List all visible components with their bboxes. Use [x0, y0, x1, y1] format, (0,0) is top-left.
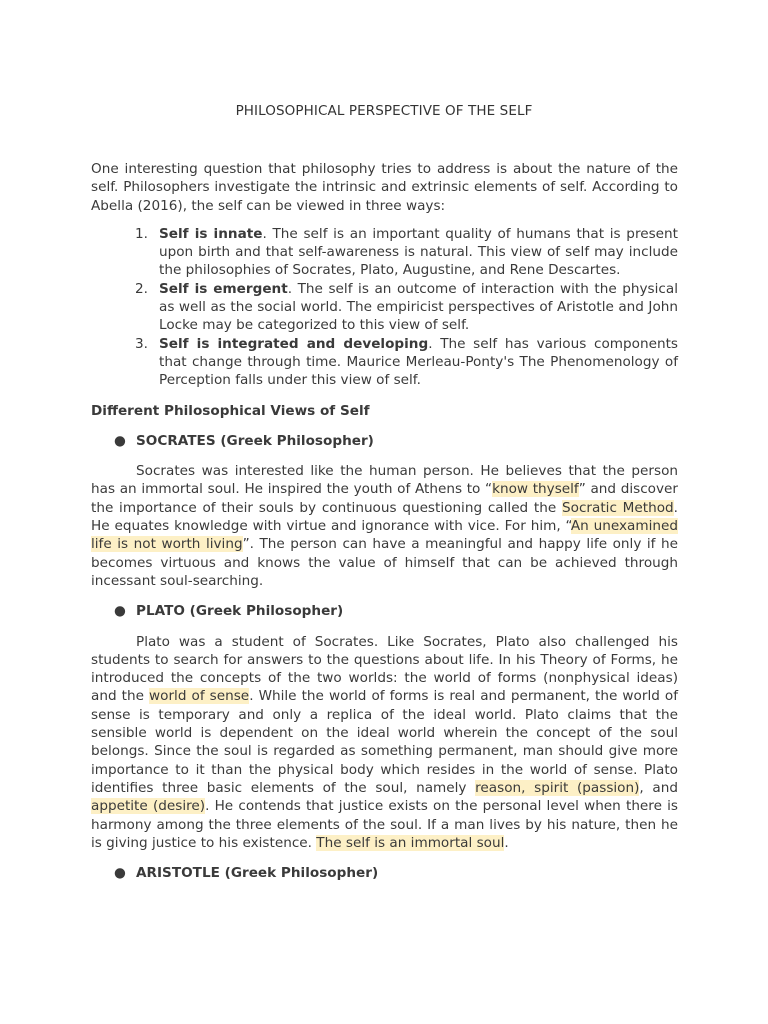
highlighted-text: know thyself [492, 481, 579, 498]
list-item [91, 335, 678, 390]
text-run: Socrates was interested like the human person. He believes that the person has an immortal soul. He inspired the youth of Athens to “ [91, 463, 678, 498]
text-run: . While the world of forms is real and permanent, the world of sense is temporary and only a replica of the ideal world. Plato claims that the sensible world is dependent on the ideal world wherein the concept of the soul belongs. Since the soul is regarded as something permanent, man should give more importance to it than the physical body which resides in the world of sense. Plato identifies three basic elements of the soul, namely [91, 688, 679, 796]
list-item [91, 280, 678, 335]
plato-heading-text: PLATO (Greek Philosopher) [136, 603, 344, 620]
bullet-icon: ● [114, 865, 126, 882]
highlighted-text: The self is an immortal soul [316, 834, 505, 851]
text-run: . [504, 834, 509, 851]
plato-heading [91, 602, 678, 620]
list-number: 3. [135, 335, 148, 352]
list-number: 2. [135, 280, 148, 297]
text-run: ” and discover the importance of their souls by continuous questioning called the [91, 481, 678, 516]
views-list [91, 225, 678, 390]
plato-paragraph [91, 633, 678, 853]
highlighted-text: appetite (desire) [91, 798, 206, 815]
text-run: , and [639, 779, 678, 796]
view-text: . The self is an important quality of humans that is present upon birth and that self-awareness is natural. This view of self may include the philosophies of Socrates, Plato, Augustine, and Rene Descartes. [159, 225, 678, 279]
highlighted-text: reason, spirit (passion) [475, 779, 640, 796]
text-run: . He contends that justice exists on the personal level when there is harmony among the three elements of the soul. If a man lives by his nature, then he is giving justice to his existence. [91, 798, 679, 851]
view-term: Self is innate [159, 225, 263, 242]
socrates-paragraph [91, 462, 678, 590]
highlighted-text: An unexamined life is not worth living [91, 518, 678, 553]
page-title: PHILOSOPHICAL PERSPECTIVE OF THE SELF [235, 103, 533, 119]
socrates-heading-text: SOCRATES (Greek Philosopher) [136, 432, 374, 449]
list-number: 1. [135, 225, 148, 242]
aristotle-heading-text: ARISTOTLE (Greek Philosopher) [136, 865, 379, 882]
list-item [91, 225, 678, 280]
text-run: ”. The person can have a meaningful and happy life only if he becomes virtuous and knows the value of himself that can be achieved through incessant soul-searching. [91, 536, 678, 589]
view-term: Self is emergent [159, 280, 288, 297]
view-term: Self is integrated and developing [159, 335, 429, 352]
view-text: . The self has various components that change through time. Maurice Merleau-Ponty's The Phenomenology of Perception falls under this view of self. [159, 335, 678, 389]
section-heading: Different Philosophical Views of Self [91, 402, 370, 419]
view-text: . The self is an outcome of interaction with the physical as well as the social world. The empiricist perspectives of Aristotle and John Locke may be categorized to this view of self. [159, 280, 678, 334]
document-body [91, 160, 678, 882]
aristotle-heading [91, 864, 678, 882]
intro-paragraph: One interesting question that philosophy tries to address is about the nature of the self. Philosophers investigate the intrinsic and extrinsic elements of self. According to Abella (2016), the self can be viewed in three ways: [91, 161, 678, 214]
text-run: . He equates knowledge with virtue and ignorance with vice. For him, “ [91, 499, 678, 535]
text-run: Plato was a student of Socrates. Like Socrates, Plato also challenged his students to search for answers to the questions about life. In his Theory of Forms, he introduced the concepts of the two worlds: the world of forms (nonphysical ideas) and the [91, 633, 678, 705]
highlighted-text: world of sense [149, 688, 250, 705]
highlighted-text: Socratic Method [562, 499, 674, 516]
socrates-heading [91, 432, 678, 450]
bullet-icon: ● [114, 432, 126, 449]
bullet-icon: ● [114, 603, 126, 620]
